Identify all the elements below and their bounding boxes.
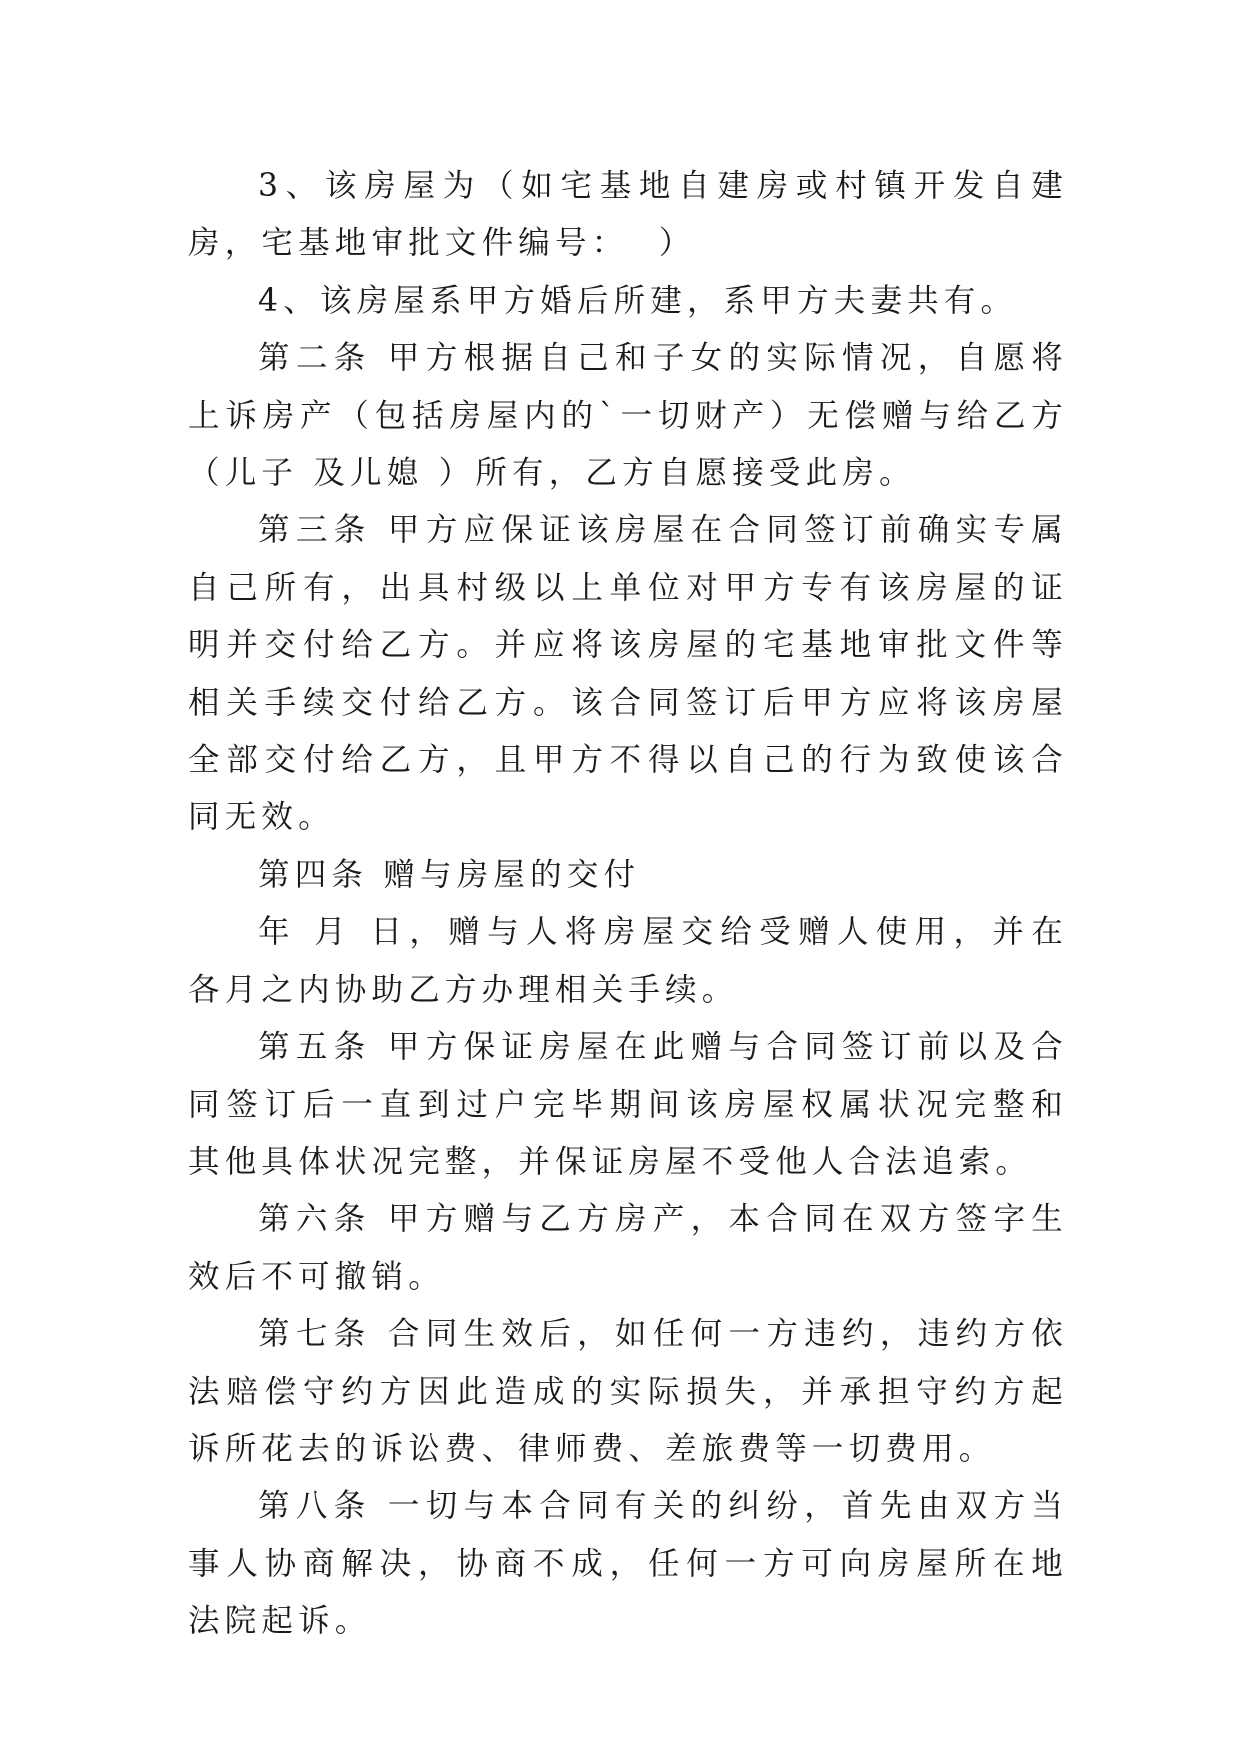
paragraph-article-7: 第七条 合同生效后，如任何一方违约，违约方依法赔偿守约方因此造成的实际损失，并承担守约方起诉所花去的诉讼费、律师费、差旅费等一切费用。 <box>188 1316 1068 1467</box>
paragraph-article-4-heading: 第四条 赠与房屋的交付 <box>258 856 641 893</box>
paragraph-article-2: 第二条 甲方根据自己和子女的实际情况，自愿将上诉房产（包括房屋内的`一切财产）无偿赠与给乙方（儿子 及儿媳 ）所有，乙方自愿接受此房。 <box>188 340 1068 492</box>
paragraph-marital-property: 4、该房屋系甲方婚后所建，系甲方夫妻共有。 <box>258 282 1018 319</box>
paragraph-article-3: 第三条 甲方应保证该房屋在合同签订前确实专属自己所有，出具村级以上单位对甲方专有该房屋的证明并交付给乙方。并应将该房屋的宅基地审批文件等相关手续交付给乙方。该合同签订后甲方应将该房屋全部交付给乙方，且甲方不得以自己的行为致使该合同无效。 <box>188 512 1068 836</box>
document-body <box>188 158 1084 1651</box>
paragraph-article-5: 第五条 甲方保证房屋在此赠与合同签订前以及合同签订后一直到过户完毕期间该房屋权属状况完整和其他具体状况完整，并保证房屋不受他人合法追索。 <box>188 1029 1068 1180</box>
paragraph-house-type: 3、该房屋为（如宅基地自建房或村镇开发自建房，宅基地审批文件编号： ） <box>188 168 1068 262</box>
paragraph-article-6: 第六条 甲方赠与乙方房产，本合同在双方签字生效后不可撤销。 <box>188 1201 1068 1295</box>
paragraph-article-8: 第八条 一切与本合同有关的纠纷，首先由双方当事人协商解决，协商不成，任何一方可向房屋所在地法院起诉。 <box>188 1488 1068 1640</box>
paragraph-article-4-body: 年 月 日，赠与人将房屋交给受赠人使用，并在 各月之内协助乙方办理相关手续。 <box>188 914 1084 1008</box>
